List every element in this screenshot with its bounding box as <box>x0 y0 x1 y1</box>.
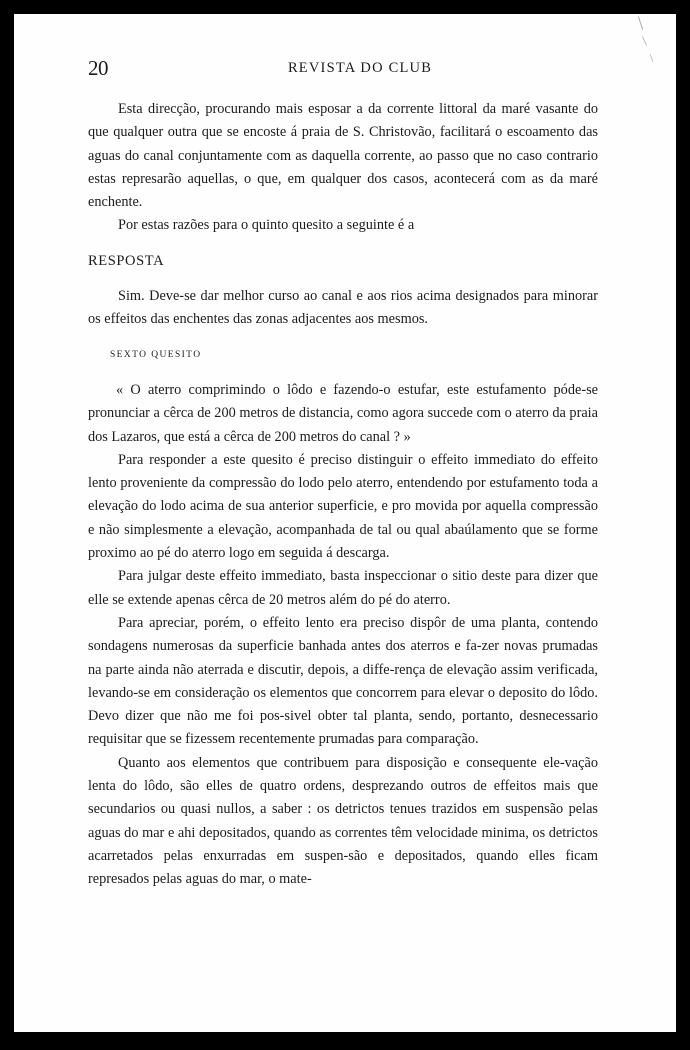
paragraph-6: Para julgar deste effeito immediato, basta inspeccionar o sitio deste para dizer que elle se extende apenas cêrca de 20 metros além do pé do aterro. <box>88 568 598 608</box>
running-title: REVISTA DO CLUB <box>287 60 433 76</box>
page-number: 20 <box>88 56 108 80</box>
paragraph-2: Por estas razões para o quinto quesito a seguinte é a <box>118 217 415 234</box>
scan-mark <box>642 36 647 45</box>
paragraph-3: Sim. Deve-se dar melhor curso ao canal e aos rios acima designados para minorar os effeitos das enchentes das zonas adjacentes aos mesmos. <box>88 288 598 328</box>
sexto-quesito-heading: SEXTO QUESITO <box>110 349 202 360</box>
paragraph-5: Para responder a este quesito é preciso distinguir o effeito immediato do effeito lento proveniente da compressão do lodo pelo aterro, entendendo por estufamento toda a elevação do lodo acima de sua anterior superficie, e pro movida por aquella compressão e não simplesmente a elevação, acompanhada de tal ou qual abaúlamento que se forme proximo ao pé do aterro logo em seguida á descarga. <box>88 451 598 562</box>
resposta-heading: RESPOSTA <box>88 252 165 269</box>
document-page <box>14 14 676 1032</box>
page-header <box>14 56 676 86</box>
paragraph-1: Esta direcção, procurando mais esposar a da corrente littoral da maré vasante do que qualquer outra que se encoste á praia de S. Christovão, facilitará o escoamento das aguas do canal conjuntamente com as daquella corrente, ao passo que no caso contrario estas represarão aquellas, o que, em qualquer dos casos, acontecerá com as da maré enchente. <box>88 101 598 211</box>
body-text <box>88 98 598 892</box>
quesito-quote: « O aterro comprimindo o lôdo e fazendo-o estufar, este estufamento póde-se pronunciar a cêrca de 200 metros de distancia, como agora succede com o aterro da praia dos Lazaros, que está a cêrca de 200 metros do canal ? » <box>88 381 598 445</box>
paragraph-7: Para apreciar, porém, o effeito lento era preciso dispôr de uma planta, contendo sondagens numerosas da superficie banhada antes dos aterros e fa-zer novas prumadas na parte ainda não aterrada e discutir, depois, a diffe-rença de elevação assim verificada, levando-se em consideração os elementos que concorrem para elevar o deposito do lôdo. Devo dizer que não me foi pos-sivel obter tal planta, sendo, portanto, desnecessario requisitar que se fizessem recentemente prumadas para comparação. <box>88 614 598 748</box>
scan-mark <box>638 16 643 30</box>
paragraph-8: Quanto aos elementos que contribuem para disposição e consequente ele-vação lenta do lôdo, são elles de quatro ordens, desprezando outros de effeitos mais que secundarios ou quasi nullos, a saber : os detrictos tenues trazidos em suspensão pelas aguas do mar e ahi depositados, quando as correntes têm velocidade minima, os detrictos acarretados pelas enxurradas em suspen-são e depositados, quando elles ficam represados pelas aguas do mar, o mate- <box>88 754 598 888</box>
